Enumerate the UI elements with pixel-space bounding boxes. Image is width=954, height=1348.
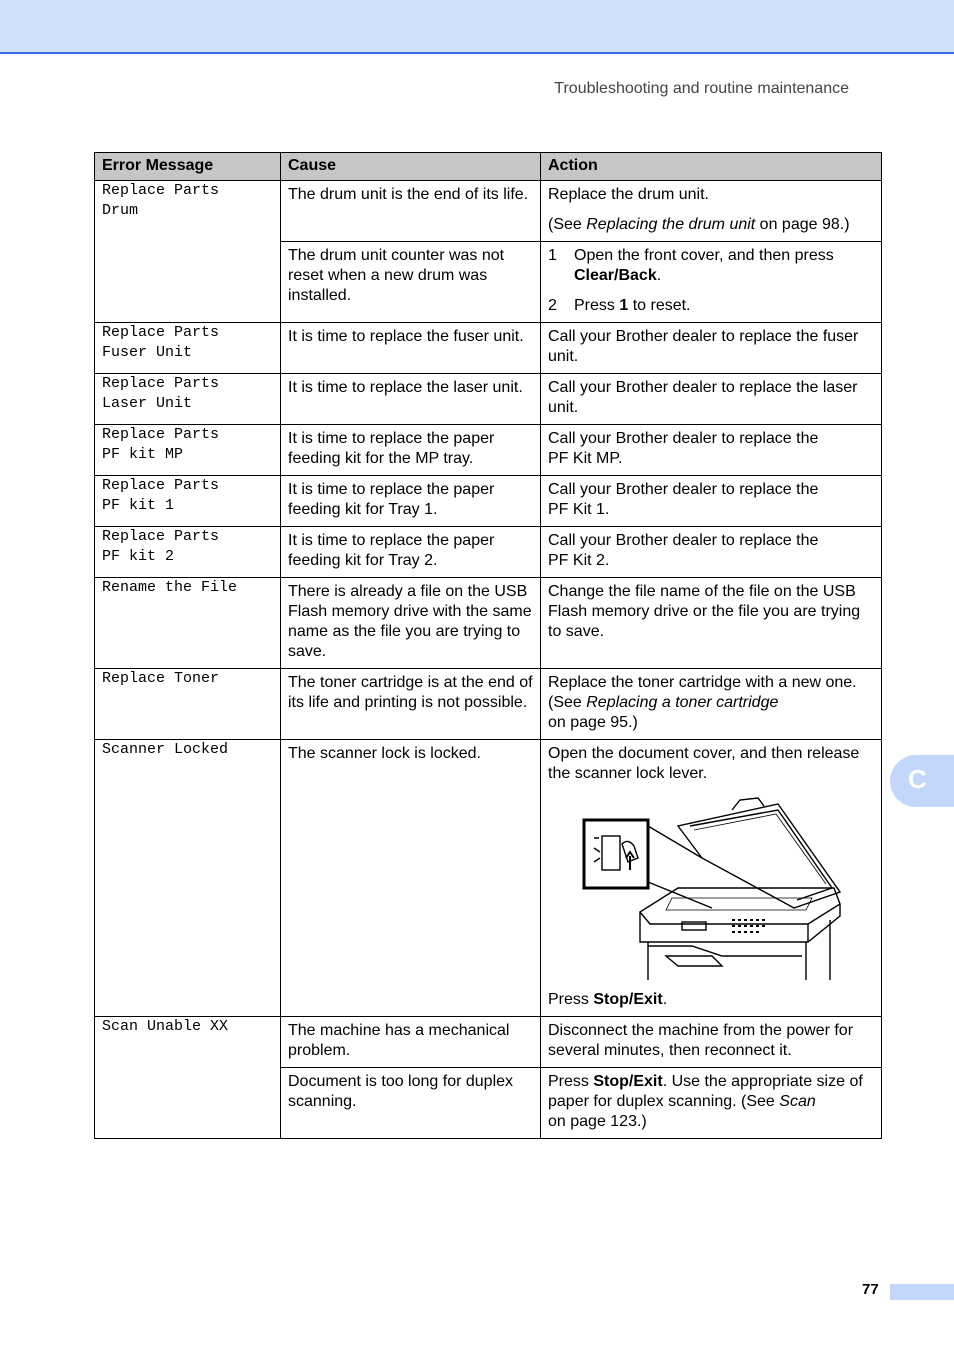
table-row bbox=[95, 181, 882, 242]
cause-cell: It is time to replace the paper feeding kit for the MP tray. bbox=[281, 425, 541, 476]
error-message-line: Replace Toner bbox=[102, 670, 220, 687]
action-text: PF Kit 2. bbox=[548, 552, 610, 569]
step-number: 2 bbox=[548, 297, 557, 314]
table-row bbox=[95, 740, 882, 1017]
step-number: 1 bbox=[548, 247, 557, 264]
error-message-line: Replace Parts bbox=[102, 426, 220, 443]
action-cell: Disconnect the machine from the power for several minutes, then reconnect it. bbox=[541, 1017, 882, 1068]
table-row bbox=[95, 578, 882, 669]
action-cell bbox=[541, 527, 882, 578]
step-text-part: to reset. bbox=[628, 297, 691, 314]
table-row bbox=[95, 374, 882, 425]
cause-cell: The machine has a mechanical problem. bbox=[281, 1017, 541, 1068]
reference-title: Replacing a toner cartridge bbox=[586, 694, 779, 711]
error-message-line: PF kit MP bbox=[102, 446, 184, 463]
error-message-cell bbox=[95, 1017, 281, 1139]
action-cell: Change the file name of the file on the USB Flash memory drive or the file you are trying to save. bbox=[541, 578, 882, 669]
error-message-cell bbox=[95, 181, 281, 323]
step-text-part: Open the front cover, and then press bbox=[574, 247, 834, 264]
table-header-row bbox=[95, 153, 882, 181]
table-row bbox=[95, 476, 882, 527]
page-number-bar bbox=[890, 1284, 954, 1300]
error-message-cell bbox=[95, 425, 281, 476]
error-message-line: Replace Parts bbox=[102, 324, 220, 341]
action-text-part: . bbox=[662, 991, 668, 1008]
step-text-part: . bbox=[656, 267, 662, 284]
table-row bbox=[95, 425, 882, 476]
running-header: Troubleshooting and routine maintenance bbox=[554, 80, 849, 97]
action-reference bbox=[548, 215, 874, 235]
error-message-line: Replace Parts bbox=[102, 477, 220, 494]
cause-cell: There is already a file on the USB Flash memory drive with the same name as the file you are trying to save. bbox=[281, 578, 541, 669]
key-name: Clear/Back bbox=[574, 267, 657, 284]
reference-title: Scan bbox=[779, 1093, 816, 1110]
action-text-part: Replace the toner cartridge with a new one. (See bbox=[548, 674, 857, 711]
action-text: Replace the drum unit. bbox=[548, 186, 709, 203]
error-message-cell bbox=[95, 374, 281, 425]
action-text: on page 95.) bbox=[548, 714, 638, 731]
error-message-cell bbox=[95, 740, 281, 1017]
error-message-table bbox=[94, 152, 882, 1139]
action-text: on page 123.) bbox=[548, 1113, 647, 1130]
action-text: Call your Brother dealer to replace the bbox=[548, 430, 819, 447]
key-name: Stop/Exit bbox=[593, 991, 663, 1008]
error-message-line: PF kit 2 bbox=[102, 548, 175, 565]
table-row bbox=[95, 527, 882, 578]
action-text bbox=[548, 1072, 874, 1112]
cause-cell: Document is too long for duplex scanning. bbox=[281, 1068, 541, 1139]
error-message-line: Fuser Unit bbox=[102, 344, 193, 361]
key-name: 1 bbox=[619, 297, 629, 314]
error-message-cell bbox=[95, 527, 281, 578]
error-message-line: Replace Parts bbox=[102, 375, 220, 392]
cause-cell: The toner cartridge is at the end of its life and printing is not possible. bbox=[281, 669, 541, 740]
top-header-band bbox=[0, 0, 954, 54]
column-header-action: Action bbox=[541, 153, 882, 181]
action-cell bbox=[541, 1068, 882, 1139]
error-message-line: Replace Parts bbox=[102, 182, 220, 199]
error-message-cell bbox=[95, 669, 281, 740]
error-message-line: Laser Unit bbox=[102, 395, 193, 412]
cause-cell: It is time to replace the paper feeding kit for Tray 2. bbox=[281, 527, 541, 578]
action-cell: Call your Brother dealer to replace the fuser unit. bbox=[541, 323, 882, 374]
table-row bbox=[95, 323, 882, 374]
scanner-lock-lever-illustration bbox=[582, 796, 847, 980]
column-header-error-message: Error Message bbox=[95, 153, 281, 181]
step-item bbox=[548, 246, 874, 286]
action-text-part: . Use the appropriate size of paper for duplex scanning. (See bbox=[548, 1073, 863, 1110]
step-item bbox=[548, 296, 874, 316]
action-text: Open the document cover, and then release the scanner lock lever. bbox=[548, 745, 860, 782]
action-text: on page 98.) bbox=[755, 216, 850, 233]
page-number: 77 bbox=[862, 1281, 879, 1298]
action-text-part: Press bbox=[548, 1073, 594, 1090]
error-message-cell bbox=[95, 578, 281, 669]
cause-cell: The drum unit is the end of its life. bbox=[281, 181, 541, 242]
cause-cell: It is time to replace the paper feeding kit for Tray 1. bbox=[281, 476, 541, 527]
action-text: Call your Brother dealer to replace the bbox=[548, 481, 819, 498]
error-message-line: Scan Unable XX bbox=[102, 1018, 229, 1035]
action-cell bbox=[541, 740, 882, 1017]
action-text: (See bbox=[548, 216, 587, 233]
action-text bbox=[548, 990, 874, 1010]
step-text bbox=[574, 246, 874, 286]
step-text-part: Press bbox=[574, 297, 620, 314]
key-name: Stop/Exit bbox=[593, 1073, 663, 1090]
action-text-part: Press bbox=[548, 991, 594, 1008]
appendix-tab-label: C bbox=[908, 764, 927, 794]
action-text: PF Kit 1. bbox=[548, 501, 610, 518]
action-steps bbox=[548, 246, 874, 316]
cause-cell: The scanner lock is locked. bbox=[281, 740, 541, 1017]
error-message-cell bbox=[95, 323, 281, 374]
error-message-line: Scanner Locked bbox=[102, 741, 229, 758]
error-message-line: Rename the File bbox=[102, 579, 238, 596]
action-cell: Call your Brother dealer to replace the laser unit. bbox=[541, 374, 882, 425]
action-text bbox=[548, 673, 874, 713]
error-message-cell bbox=[95, 476, 281, 527]
action-cell bbox=[541, 242, 882, 323]
reference-title: Replacing the drum unit bbox=[586, 216, 756, 233]
table-row bbox=[95, 1017, 882, 1068]
action-cell bbox=[541, 476, 882, 527]
appendix-side-tab bbox=[890, 755, 954, 807]
column-header-cause: Cause bbox=[281, 153, 541, 181]
error-message-line: Drum bbox=[102, 202, 139, 219]
action-text: Call your Brother dealer to replace the bbox=[548, 532, 819, 549]
cause-cell: The drum unit counter was not reset when a new drum was installed. bbox=[281, 242, 541, 323]
cause-cell: It is time to replace the laser unit. bbox=[281, 374, 541, 425]
action-cell bbox=[541, 181, 882, 242]
cause-cell: It is time to replace the fuser unit. bbox=[281, 323, 541, 374]
action-cell bbox=[541, 669, 882, 740]
error-message-line: Replace Parts bbox=[102, 528, 220, 545]
table-row bbox=[95, 669, 882, 740]
step-text bbox=[574, 296, 691, 316]
action-text: PF Kit MP. bbox=[548, 450, 623, 467]
action-cell bbox=[541, 425, 882, 476]
error-message-line: PF kit 1 bbox=[102, 497, 175, 514]
